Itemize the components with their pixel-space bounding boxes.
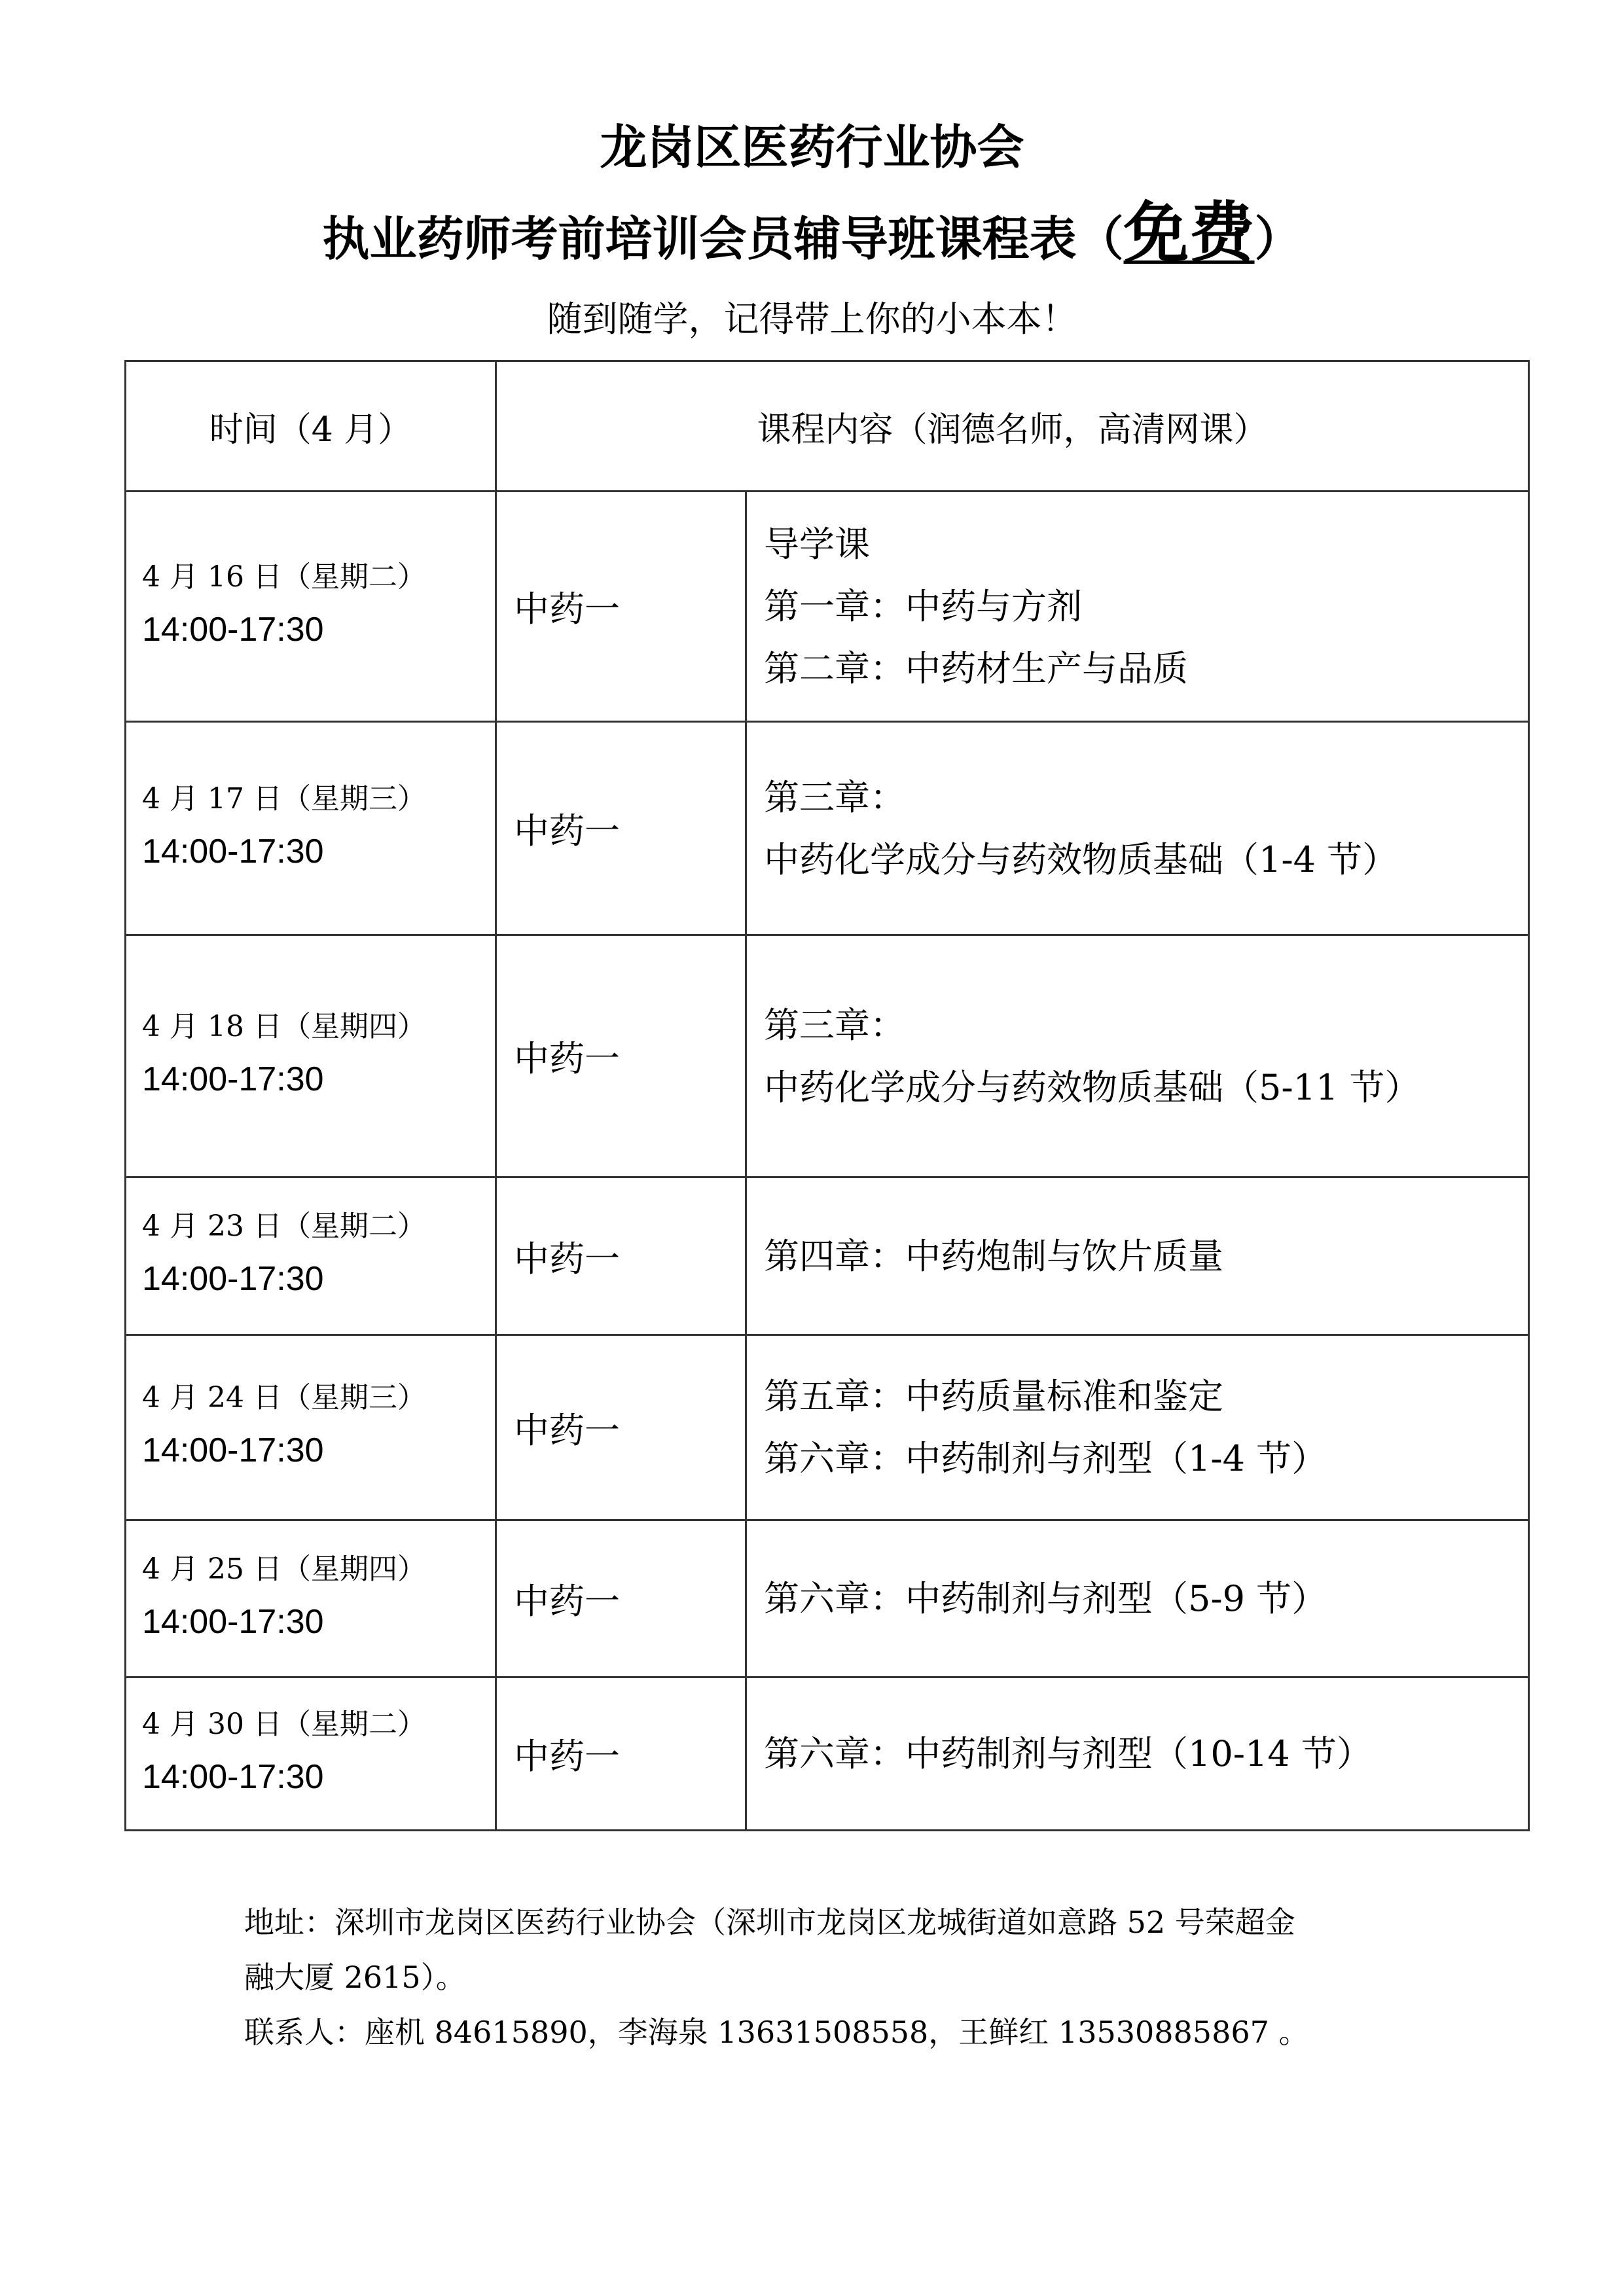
session-date: 4 月 30 日（星期二）	[142, 1707, 426, 1741]
session-date: 4 月 17 日（星期三）	[142, 781, 426, 816]
time-column-header: 时间（4 月）	[126, 361, 496, 492]
content-line: 第四章：中药炮制与饮片质量	[764, 1235, 1223, 1277]
session-date: 4 月 18 日（星期四）	[142, 1009, 426, 1043]
session-time: 14:00-17:30	[142, 1431, 324, 1469]
session-time: 14:00-17:30	[142, 1060, 324, 1098]
session-time: 14:00-17:30	[142, 1757, 324, 1796]
table-header-row	[126, 361, 1529, 492]
session-time: 14:00-17:30	[142, 832, 324, 870]
session-time: 14:00-17:30	[142, 1602, 324, 1641]
content-line: 导学课	[764, 524, 870, 565]
contact-info	[244, 1895, 1435, 2060]
table-row	[126, 1520, 1529, 1677]
content-column-header: 课程内容（润德名师，高清网课）	[496, 361, 1529, 492]
content-cell	[746, 1520, 1529, 1677]
session-date: 4 月 25 日（星期四）	[142, 1552, 426, 1586]
title-closing-paren: ）	[1254, 211, 1302, 266]
content-cell	[746, 722, 1529, 935]
content-cell	[746, 935, 1529, 1177]
subject-cell: 中药一	[496, 1335, 746, 1520]
document-subtitle-heading	[0, 196, 1624, 275]
subject-cell: 中药一	[496, 1520, 746, 1677]
content-line: 第六章：中药制剂与剂型（1-4 节）	[764, 1438, 1327, 1479]
date-time-cell	[126, 722, 496, 935]
address-line-1: 地址：深圳市龙岗区医药行业协会（深圳市龙岗区龙城街道如意路 52 号荣超金	[244, 1905, 1295, 1940]
session-date: 4 月 23 日（星期二）	[142, 1210, 426, 1243]
date-time-cell	[126, 1677, 496, 1831]
table-row	[126, 1335, 1529, 1520]
content-line: 第五章：中药质量标准和鉴定	[764, 1376, 1223, 1417]
subject-cell: 中药一	[496, 492, 746, 722]
title-free-emphasis: 免费	[1123, 194, 1255, 271]
contact-line: 联系人：座机 84615890，李海泉 13631508558，王鲜红 13530885867 。	[244, 2015, 1309, 2050]
date-time-cell	[126, 1177, 496, 1335]
content-cell	[746, 1177, 1529, 1335]
content-line: 中药化学成分与药效物质基础（1-4 节）	[764, 838, 1398, 880]
session-date: 4 月 24 日（星期三）	[142, 1381, 426, 1414]
content-cell	[746, 1677, 1529, 1831]
content-cell	[746, 492, 1529, 722]
content-line: 第一章：中药与方剂	[764, 586, 1082, 627]
session-time: 14:00-17:30	[142, 610, 324, 649]
subject-cell: 中药一	[496, 1177, 746, 1335]
table-row	[126, 492, 1529, 722]
tagline: 随到随学，记得带上你的小本本！	[547, 298, 1077, 340]
subject-cell: 中药一	[496, 935, 746, 1177]
document-title: 龙岗区医药行业协会	[600, 119, 1024, 175]
table-row	[126, 1177, 1529, 1335]
address-line-2: 融大厦 2615）。	[244, 1960, 466, 1995]
session-date: 4 月 16 日（星期二）	[142, 560, 426, 594]
content-line: 第三章：	[764, 776, 905, 818]
session-time: 14:00-17:30	[142, 1260, 324, 1298]
title-main-text: 执业药师考前培训会员辅导班课程表（	[322, 211, 1124, 266]
table-row	[126, 1677, 1529, 1831]
subject-cell: 中药一	[496, 1677, 746, 1831]
content-cell	[746, 1335, 1529, 1520]
date-time-cell	[126, 492, 496, 722]
table-row	[126, 935, 1529, 1177]
date-time-cell	[126, 1520, 496, 1677]
content-line: 第六章：中药制剂与剂型（5-9 节）	[764, 1578, 1327, 1619]
content-line: 中药化学成分与药效物质基础（5-11 节）	[764, 1066, 1420, 1108]
content-line: 第六章：中药制剂与剂型（10-14 节）	[764, 1733, 1372, 1774]
content-line: 第三章：	[764, 1004, 905, 1046]
content-line: 第二章：中药材生产与品质	[764, 648, 1188, 689]
date-time-cell	[126, 935, 496, 1177]
schedule-table	[124, 360, 1530, 1831]
table-row	[126, 722, 1529, 935]
subject-cell: 中药一	[496, 722, 746, 935]
date-time-cell	[126, 1335, 496, 1520]
